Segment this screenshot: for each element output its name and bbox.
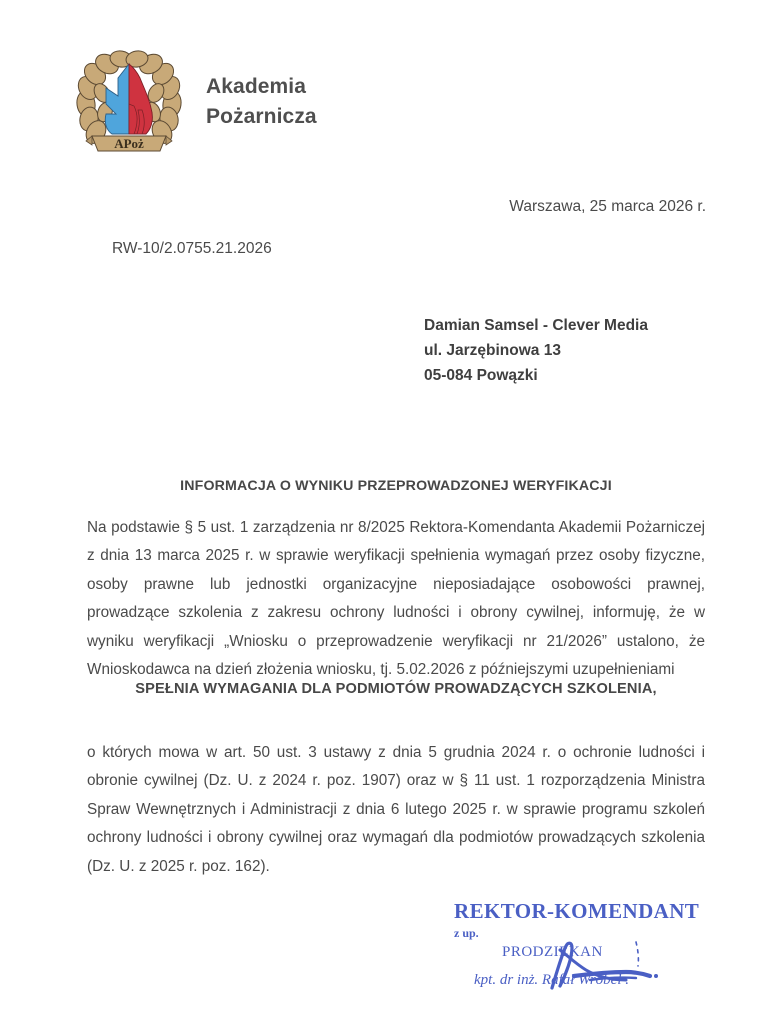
stamp-role-line: PRODZIEKAN [502, 944, 603, 960]
reference-number: RW-10/2.0755.21.2026 [112, 240, 272, 257]
organization-name-line2: Pożarnicza [206, 105, 317, 128]
stamp-proxy-line: z up. [454, 926, 479, 940]
addressee-line-3: 05-084 Powązki [424, 367, 538, 385]
addressee-block [424, 313, 648, 388]
signature-stamp [440, 884, 740, 1002]
addressee-line-2: ul. Jarzębinowa 13 [424, 342, 561, 360]
addressee-line-1: Damian Samsel - Clever Media [424, 317, 648, 334]
stamp-name-line: kpt. dr inż. Rafał Wróbel . [474, 972, 629, 988]
place-and-date: Warszawa, 25 marca 2026 r. [509, 198, 706, 215]
document-title: INFORMACJA O WYNIKU PRZEPROWADZONEJ WERYFIKACJI [180, 478, 612, 494]
crest-banner-label: APoż [114, 136, 144, 151]
stamp-title-line: REKTOR-KOMENDANT [454, 899, 700, 923]
letterhead [72, 48, 317, 156]
body-paragraph-1: Na podstawie § 5 ust. 1 zarządzenia nr 8/2025 Rektora-Komendanta Akademii Pożarniczej z dnia 13 marca 2025 r. w sprawie weryfikacji spełnienia wymagań przez osoby fizyczne, osoby prawne lub jednostki organizacyjne nieposiadające osobowości prawnej, prowadzące szkolenia z zakresu ochrony ludności i obrony cywilnej, informuję, że w wyniku weryfikacji „Wniosku o przeprowadzenie weryfikacji nr 21/2026” ustalono, że Wnioskodawca na dzień złożenia wniosku, tj. 5.02.2026 z późniejszymi uzupełnieniami [87, 519, 705, 679]
organization-name-line1: Akademia [206, 75, 307, 99]
organization-name [206, 72, 317, 132]
body-paragraph-2: o których mowa w art. 50 ust. 3 ustawy z dnia 5 grudnia 2024 r. o ochronie ludności i obronie cywilnej (Dz. U. z 2024 r. poz. 1907) oraz w § 11 ust. 1 rozporządzenia Ministra Spraw Wewnętrznych i Administracji z dnia 6 lutego 2025 r. w sprawie programu szkoleń ochrony ludności i obrony cywilnej oraz wymagań dla podmiotów prowadzących szkolenia (Dz. U. z 2025 r. poz. 162). [87, 744, 705, 875]
academy-crest-icon [72, 48, 186, 156]
conformity-statement: SPEŁNIA WYMAGANIA DLA PODMIOTÓW PROWADZĄCYCH SZKOLENIA, [135, 681, 657, 697]
